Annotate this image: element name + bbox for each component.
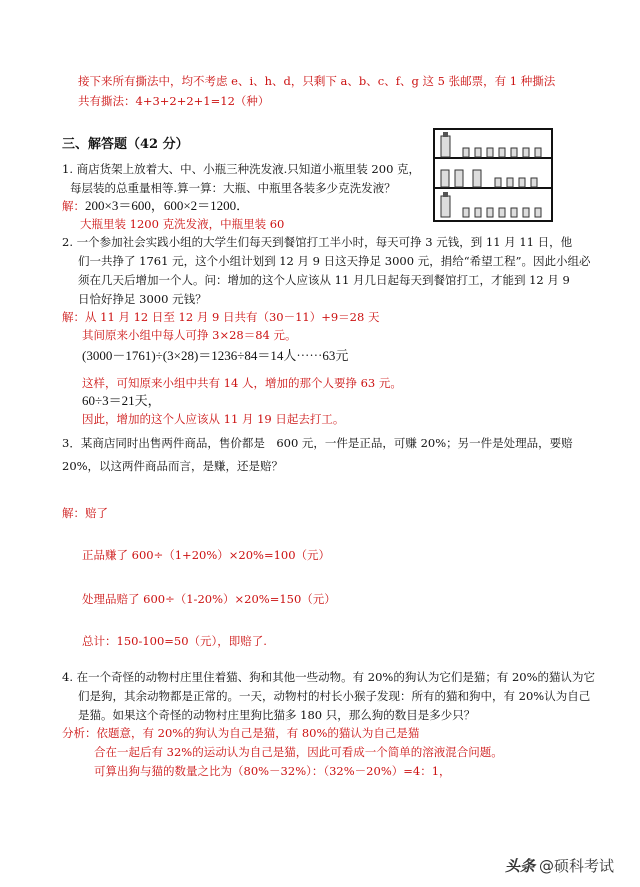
q4-solution-3: 可算出狗与猫的数量之比为（80%－32%）：（32%－20%）=4：1， — [94, 764, 451, 778]
q3-solution-2: 正品赚了 600÷（1+20%）×20%=100（元） — [82, 548, 331, 562]
footer-brand: 头条 — [504, 857, 535, 875]
q2-solution-4: 这样，可知原来小组中共有 14 人，增加的那个人要挣 63 元。 — [82, 376, 402, 390]
medium-bottle-icon — [473, 170, 481, 187]
medium-bottle-icon — [455, 170, 463, 187]
q3-line-2: 20%，以这两件商品而言，是赚，还是赔？ — [62, 459, 284, 473]
small-bottle-icon — [511, 148, 517, 157]
q2-solution-2: 其间原来小组中每人可挣 3×28＝84 元。 — [82, 328, 297, 342]
small-bottle-icon — [535, 208, 541, 217]
footer-watermark — [505, 855, 614, 876]
small-bottle-icon — [487, 208, 493, 217]
q4-line-3: 是猫。如果这个奇怪的动物村庄里狗比猫多 180 只，那么狗的数目是多少只？ — [78, 708, 476, 722]
q4-line-2: 们是狗，其余动物都是正常的。一天，动物村的村长小猴子发现：所有的猫和狗中，有 20%认为自己 — [78, 689, 591, 703]
q3-solution-3: 处理品赔了 600÷（1-20%）×20%=150（元） — [82, 592, 336, 606]
q1-solution-line — [62, 199, 249, 213]
small-bottle-icon — [495, 178, 501, 187]
q3-line-1: 3．某商店同时出售两件商品，售价都是 600 元，一件是正品，可赚 20%；另一件是处理品，要赔 — [62, 436, 573, 450]
q3-solution-1: 解：赔了 — [62, 506, 108, 520]
q3-solution-4: 总计：150-100=50（元），即赔了. — [82, 634, 267, 648]
q2-solution-5: 60÷3＝21天， — [82, 393, 161, 408]
small-bottle-icon — [499, 208, 505, 217]
q1-solution-label: 解： — [62, 199, 85, 213]
small-bottle-icon — [523, 208, 529, 217]
shelf-illustration — [433, 128, 553, 222]
q2-solution-6: 因此，增加的这个人应该从 11 月 19 日起去打工。 — [82, 412, 345, 426]
q2-solution-1: 解：从 11 月 12 日至 12 月 9 日共有（30－11）+9＝28 天 — [62, 310, 380, 324]
large-bottle-icon — [441, 136, 450, 157]
top-line-2: 共有撕法：4+3+2+2+1=12（种） — [78, 94, 270, 108]
shelf-frame — [434, 129, 552, 221]
q2-line-4: 日恰好挣足 3000 元钱？ — [78, 292, 207, 306]
q2-line-1: 2. 一个参加社会实践小组的大学生们每天到餐馆打工半小时，每天可挣 3 元钱，到 11 月 11 日，他 — [62, 235, 573, 249]
small-bottle-icon — [463, 208, 469, 217]
q1-line-1: 1. 商店货架上放着大、中、小瓶三种洗发液.只知道小瓶里装 200 克， — [62, 162, 421, 176]
small-bottle-icon — [531, 178, 537, 187]
q1-line-2: 每层装的总重量相等.算一算：大瓶、中瓶里各装多少克洗发液？ — [70, 181, 396, 195]
small-bottle-icon — [519, 178, 525, 187]
top-line-1: 接下来所有撕法中，均不考虑 e、i、h、d，只剩下 a、b、c、f、g 这 5 张邮票，有 1 种撕法 — [78, 74, 556, 88]
small-bottle-icon — [535, 148, 541, 157]
small-bottle-icon — [523, 148, 529, 157]
q4-solution-1: 分析：依题意，有 20%的狗认为自己是猫，有 80%的猫认为自己是猫 — [62, 726, 420, 740]
small-bottle-icon — [475, 148, 481, 157]
bottle-cap-icon — [443, 192, 448, 197]
small-bottle-icon — [463, 148, 469, 157]
q4-solution-2: 合在一起后有 32%的运动认为自己是猫，因此可看成一个简单的溶液混合问题。 — [94, 745, 503, 759]
large-bottle-icon — [441, 196, 450, 217]
small-bottle-icon — [475, 208, 481, 217]
small-bottle-icon — [507, 178, 513, 187]
q2-line-2: 们一共挣了 1761 元，这个小组计划到 12 月 9 日这天挣足 3000 元，捐给“希望工程”。因此小组必 — [78, 254, 591, 268]
small-bottle-icon — [511, 208, 517, 217]
q2-line-3: 须在几天后增加一个人。问：增加的这个人应该从 11 月几日起每天到餐馆打工，才能到 12 月 9 — [78, 273, 570, 287]
section-title: 三、解答题（42 分） — [62, 137, 189, 152]
small-bottle-icon — [487, 148, 493, 157]
q1-answer: 大瓶里装 1200 克洗发液，中瓶里装 60 — [80, 217, 285, 231]
q4-line-1: 4. 在一个奇怪的动物村庄里住着猫、狗和其他一些动物。有 20%的狗认为它们是猫；有 20%的猫认为它 — [62, 670, 596, 684]
medium-bottle-icon — [441, 170, 449, 187]
q1-solution-equation: 200×3＝600，600×2＝1200． — [85, 198, 250, 213]
q2-solution-3: (3000－1761)÷(3×28)＝1236÷84＝14人⋯⋯63元 — [82, 348, 349, 363]
footer-handle: @硕科考试 — [538, 857, 614, 875]
small-bottle-icon — [499, 148, 505, 157]
bottle-cap-icon — [443, 132, 448, 137]
